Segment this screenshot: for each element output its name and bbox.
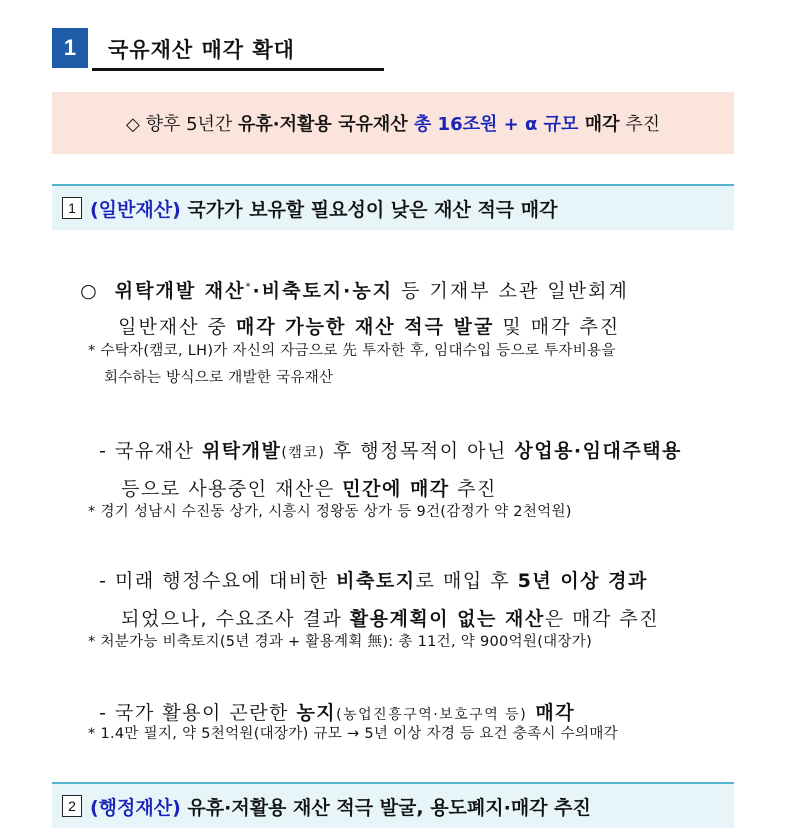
dash-1-b: 위탁개발 bbox=[201, 440, 282, 462]
summary-part-3: 총 16조원 + α 규모 bbox=[413, 114, 579, 135]
section-2-label: (행정재산) bbox=[90, 796, 181, 819]
dash-2-line-2 bbox=[106, 582, 659, 631]
summary-box bbox=[52, 92, 734, 154]
dash-3-a: - 국가 활용이 곤란한 bbox=[99, 702, 297, 724]
section-header-2 bbox=[52, 782, 734, 828]
dash-1-line-2 bbox=[106, 452, 497, 501]
dash-2-l2b: 활용계획이 없는 재산 bbox=[349, 608, 545, 630]
dash-1-d: 후 행정목적이 아닌 bbox=[325, 440, 515, 462]
dash-3-line bbox=[84, 676, 575, 725]
section-2-text: 유휴·저활용 재산 적극 발굴, 용도폐지·매각 추진 bbox=[180, 796, 591, 819]
bullet-1-line-2 bbox=[102, 290, 620, 339]
dash-2-b: 비축토지 bbox=[336, 570, 416, 592]
dash-1-l2c: 추진 bbox=[449, 478, 497, 500]
section-1-number: 1 bbox=[62, 197, 82, 219]
section-number-badge: 1 bbox=[52, 28, 88, 68]
section-header-1 bbox=[52, 184, 734, 230]
dash-2-c: 로 매입 후 bbox=[415, 570, 518, 592]
dash-3-c: (농업진흥구역·보호구역 등) bbox=[336, 707, 528, 723]
note-2: * 경기 성남시 수진동 상가, 시흥시 정왕동 상가 등 9건(감정가 약 2천억원) bbox=[88, 504, 572, 520]
note-1-line-1: * 수탁자(캠코, LH)가 자신의 자금으로 先 투자한 후, 임대수입 등으로 투자비용을 bbox=[88, 343, 616, 359]
dash-1-c: (캠코) bbox=[281, 445, 326, 461]
summary-part-5: 추진 bbox=[619, 114, 660, 135]
dash-1-l2b: 민간에 매각 bbox=[342, 478, 450, 500]
note-4: * 1.4만 필지, 약 5천억원(대장가) 규모 → 5년 이상 자경 등 요건 충족시 수의매각 bbox=[88, 726, 618, 742]
bullet-1-bold-a: 위탁개발 재산 bbox=[114, 280, 246, 302]
page-title: 국유재산 매각 확대 bbox=[108, 38, 295, 62]
bullet-1-text-c: 등 기재부 소관 일반회계 bbox=[393, 280, 629, 302]
summary-part-2: 유휴·저활용 국유재산 bbox=[238, 114, 414, 135]
dash-1-a: - 국유재산 bbox=[99, 440, 202, 462]
bullet-1-text-a: 일반재산 중 bbox=[118, 316, 236, 338]
section-2-number: 2 bbox=[62, 795, 82, 817]
dash-3-d: 매각 bbox=[527, 702, 576, 724]
summary-part-4: 매각 bbox=[578, 114, 620, 135]
dash-2-l2a: 되었으나, 수요조사 결과 bbox=[121, 608, 350, 630]
bullet-1-bold-b: ·비축토지·농지 bbox=[252, 280, 394, 302]
bullet-1-footnote-mark: * bbox=[245, 281, 253, 293]
dash-2-a: - 미래 행정수요에 대비한 bbox=[99, 570, 337, 592]
bullet-1-text-l2c: 및 매각 추진 bbox=[494, 316, 621, 338]
bullet-marker: ○ bbox=[80, 280, 99, 302]
section-1-label: (일반재산) bbox=[90, 198, 181, 221]
dash-2-l2c: 은 매각 추진 bbox=[544, 608, 660, 630]
note-1-line-2: 회수하는 방식으로 개발한 국유재산 bbox=[104, 370, 334, 386]
note-3: * 처분가능 비축토지(5년 경과 + 활용계획 無): 총 11건, 약 900억원(대장가) bbox=[88, 634, 593, 650]
dash-1-e: 상업용·임대주택용 bbox=[514, 440, 682, 462]
dash-3-b: 농지 bbox=[296, 702, 337, 724]
dash-2-d: 5년 이상 경과 bbox=[517, 570, 648, 592]
title-underline bbox=[92, 68, 384, 71]
dash-1-l2a: 등으로 사용중인 재산은 bbox=[121, 478, 343, 500]
bullet-1-bold-l2: 매각 가능한 재산 적극 발굴 bbox=[235, 316, 495, 338]
section-1-text: 국가가 보유할 필요성이 낮은 재산 적극 매각 bbox=[180, 198, 558, 221]
summary-part-1: ◇ 향후 5년간 bbox=[126, 114, 239, 135]
